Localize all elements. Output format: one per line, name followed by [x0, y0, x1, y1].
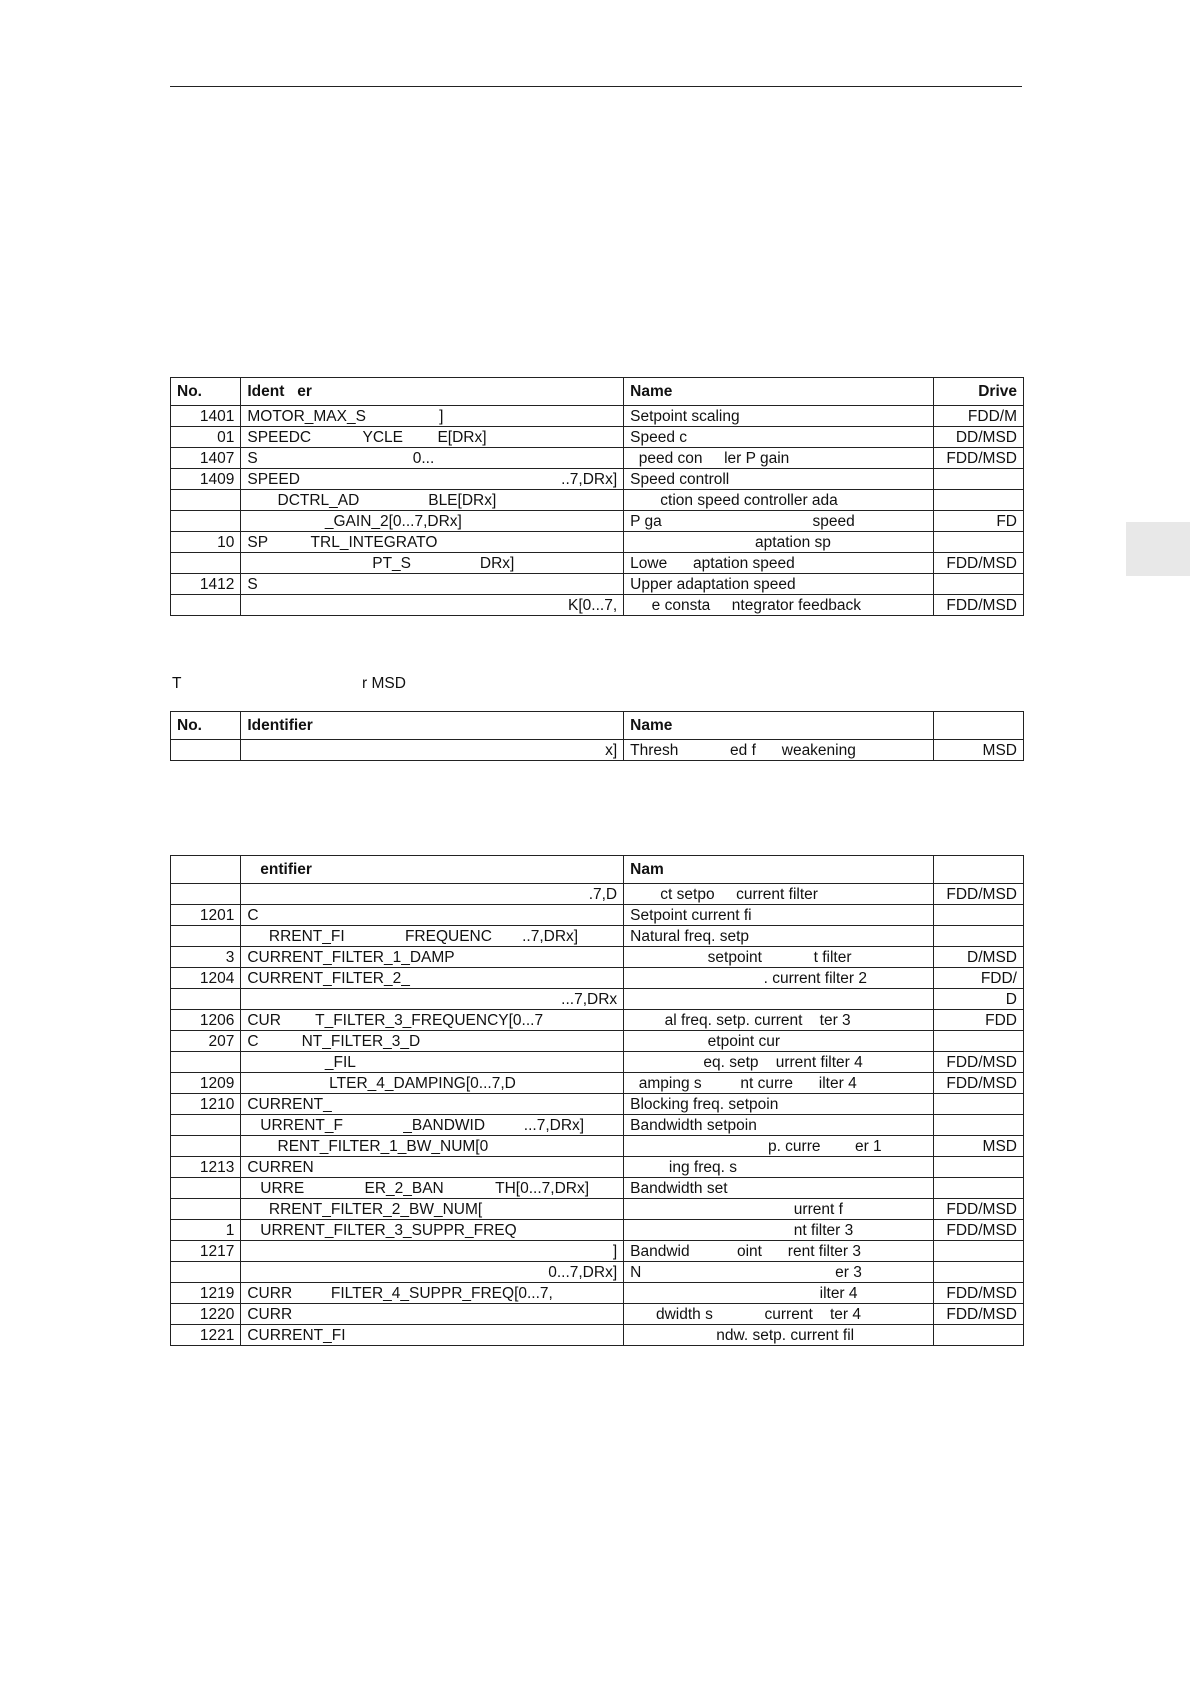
table-row	[171, 448, 1024, 469]
table-row	[171, 1325, 1024, 1346]
cell-no	[171, 595, 241, 616]
cell-no	[171, 1199, 241, 1220]
cell-no: 207	[171, 1031, 241, 1052]
table-row	[171, 469, 1024, 490]
cell-drive: DD/MSD	[934, 427, 1024, 448]
identifier-suffix: ..7,DRx]	[561, 470, 618, 488]
cell-name: Bandwidth setpoin	[624, 1115, 934, 1136]
cell-no: 1219	[171, 1283, 241, 1304]
cell-identifier: RENT_FILTER_1_BW_NUM[0	[241, 1136, 624, 1157]
cell-drive	[934, 1094, 1024, 1115]
table-row	[171, 553, 1024, 574]
cell-identifier: C	[241, 905, 624, 926]
cell-name: Speed c	[624, 427, 934, 448]
cell-drive	[934, 574, 1024, 595]
table-row	[171, 1241, 1024, 1262]
cell-name: e consta ntegrator feedback	[624, 595, 934, 616]
col-name: Name	[624, 712, 934, 740]
chapter-tab-marker	[1126, 522, 1190, 576]
cell-identifier	[241, 595, 624, 616]
cell-drive	[934, 926, 1024, 947]
cell-drive: FDD/MSD	[934, 884, 1024, 905]
cell-name: Setpoint current fi	[624, 905, 934, 926]
table-row	[171, 1094, 1024, 1115]
table-row	[171, 1178, 1024, 1199]
cell-name: Thresh ed f weakening	[624, 740, 934, 761]
col-identifier: Identifier	[241, 712, 624, 740]
cell-drive	[934, 1115, 1024, 1136]
cell-no: 1201	[171, 905, 241, 926]
cell-no: 10	[171, 532, 241, 553]
table-row	[171, 1052, 1024, 1073]
cell-no: 1	[171, 1220, 241, 1241]
cell-no: 1407	[171, 448, 241, 469]
cell-name: aptation sp	[624, 532, 934, 553]
cell-drive: FDD/MSD	[934, 595, 1024, 616]
table-row	[171, 1136, 1024, 1157]
cell-no	[171, 926, 241, 947]
table-header-row	[171, 856, 1024, 884]
cell-identifier: CURRENT_FILTER_2_	[241, 968, 624, 989]
cell-identifier: ]	[241, 1241, 624, 1262]
cell-name: eq. setp urrent filter 4	[624, 1052, 934, 1073]
cell-identifier: RRENT_FI FREQUENC ..7,DRx]	[241, 926, 624, 947]
col-identifier: entifier	[241, 856, 624, 884]
cell-name: Lowe aptation speed	[624, 553, 934, 574]
table-caption: T r MSD	[172, 675, 406, 692]
cell-no: 1206	[171, 1010, 241, 1031]
cell-identifier: PT_S DRx]	[241, 553, 624, 574]
cell-name: nt filter 3	[624, 1220, 934, 1241]
col-name: Nam	[624, 856, 934, 884]
cell-identifier: S	[241, 574, 624, 595]
col-identifier: Ident er	[241, 378, 624, 406]
cell-identifier: CURRENT_	[241, 1094, 624, 1115]
col-name: Name	[624, 378, 934, 406]
cell-identifier: CUR T_FILTER_3_FREQUENCY[0...7	[241, 1010, 624, 1031]
cell-no: 1220	[171, 1304, 241, 1325]
cell-name: . current filter 2	[624, 968, 934, 989]
cell-identifier: MOTOR_MAX_S ]	[241, 406, 624, 427]
cell-no: 1213	[171, 1157, 241, 1178]
table-row	[171, 740, 1024, 761]
table-row	[171, 968, 1024, 989]
cell-no: 1210	[171, 1094, 241, 1115]
cell-no: 1221	[171, 1325, 241, 1346]
cell-drive	[934, 1241, 1024, 1262]
col-drive: Drive	[934, 378, 1024, 406]
cell-name: ction speed controller ada	[624, 490, 934, 511]
table-row	[171, 427, 1024, 448]
cell-identifier: LTER_4_DAMPING[0...7,D	[241, 1073, 624, 1094]
table-header-row	[171, 712, 1024, 740]
table-row	[171, 1073, 1024, 1094]
cell-drive: MSD	[934, 740, 1024, 761]
col-drive	[934, 856, 1024, 884]
cell-drive	[934, 532, 1024, 553]
cell-name: Upper adaptation speed	[624, 574, 934, 595]
cell-name: ct setpo current filter	[624, 884, 934, 905]
cell-drive: FDD/MSD	[934, 1052, 1024, 1073]
cell-name: amping s nt curre ilter 4	[624, 1073, 934, 1094]
cell-identifier: CURREN	[241, 1157, 624, 1178]
cell-identifier: ...7,DRx	[241, 989, 624, 1010]
cell-name: ndw. setp. current fil	[624, 1325, 934, 1346]
cell-name: Setpoint scaling	[624, 406, 934, 427]
cell-no	[171, 989, 241, 1010]
cell-no: 01	[171, 427, 241, 448]
cell-no	[171, 511, 241, 532]
cell-drive: FDD/MSD	[934, 1199, 1024, 1220]
cell-name	[624, 989, 934, 1010]
cell-drive	[934, 1262, 1024, 1283]
cell-no	[171, 1262, 241, 1283]
table-row	[171, 1220, 1024, 1241]
col-drive	[934, 712, 1024, 740]
cell-identifier: CURR	[241, 1304, 624, 1325]
cell-drive: D/MSD	[934, 947, 1024, 968]
cell-identifier: RRENT_FILTER_2_BW_NUM[	[241, 1199, 624, 1220]
cell-identifier: 0...7,DRx]	[241, 1262, 624, 1283]
cell-no	[171, 1136, 241, 1157]
cell-name: Natural freq. setp	[624, 926, 934, 947]
cell-drive: FDD/MSD	[934, 1220, 1024, 1241]
cell-drive	[934, 1325, 1024, 1346]
cell-no: 3	[171, 947, 241, 968]
cell-identifier: CURRENT_FILTER_1_DAMP	[241, 947, 624, 968]
cell-drive	[934, 905, 1024, 926]
cell-identifier: URRENT_F _BANDWID ...7,DRx]	[241, 1115, 624, 1136]
cell-name: urrent f	[624, 1199, 934, 1220]
table-row	[171, 511, 1024, 532]
cell-identifier: C NT_FILTER_3_D	[241, 1031, 624, 1052]
cell-drive	[934, 490, 1024, 511]
table-row	[171, 989, 1024, 1010]
table-row	[171, 1115, 1024, 1136]
parameter-table-1	[170, 377, 1024, 616]
table-row	[171, 1031, 1024, 1052]
cell-drive: FDD/MSD	[934, 448, 1024, 469]
header-rule	[170, 86, 1022, 87]
cell-identifier: SP TRL_INTEGRATO	[241, 532, 624, 553]
cell-name: p. curre er 1	[624, 1136, 934, 1157]
cell-drive: FDD/MSD	[934, 553, 1024, 574]
cell-no	[171, 1178, 241, 1199]
cell-name: peed con ler P gain	[624, 448, 934, 469]
table-row	[171, 884, 1024, 905]
col-no: No.	[171, 712, 241, 740]
cell-identifier	[241, 469, 624, 490]
cell-name: Bandwidth set	[624, 1178, 934, 1199]
cell-drive	[934, 1178, 1024, 1199]
table-row	[171, 574, 1024, 595]
cell-drive	[934, 1031, 1024, 1052]
cell-no	[171, 1115, 241, 1136]
cell-no	[171, 884, 241, 905]
cell-drive: FDD/MSD	[934, 1283, 1024, 1304]
table-row	[171, 595, 1024, 616]
table-row	[171, 532, 1024, 553]
table-row	[171, 1283, 1024, 1304]
cell-name: Bandwid oint rent filter 3	[624, 1241, 934, 1262]
cell-name: Speed controll	[624, 469, 934, 490]
cell-identifier: SPEEDC YCLE E[DRx]	[241, 427, 624, 448]
cell-identifier: CURR FILTER_4_SUPPR_FREQ[0...7,	[241, 1283, 624, 1304]
table-row	[171, 926, 1024, 947]
cell-no: 1409	[171, 469, 241, 490]
cell-no: 1217	[171, 1241, 241, 1262]
cell-no	[171, 1052, 241, 1073]
cell-no	[171, 490, 241, 511]
table-row	[171, 947, 1024, 968]
cell-identifier: CURRENT_FI	[241, 1325, 624, 1346]
table-row	[171, 1010, 1024, 1031]
table-row	[171, 1157, 1024, 1178]
cell-drive: FDD/M	[934, 406, 1024, 427]
cell-drive	[934, 469, 1024, 490]
table-row	[171, 1262, 1024, 1283]
cell-name: P ga speed	[624, 511, 934, 532]
table-row	[171, 1199, 1024, 1220]
cell-name: N er 3	[624, 1262, 934, 1283]
cell-drive: FDD/	[934, 968, 1024, 989]
identifier-suffix: K[0...7,	[568, 596, 618, 614]
cell-no: 1412	[171, 574, 241, 595]
cell-no: 1209	[171, 1073, 241, 1094]
cell-name: dwidth s current ter 4	[624, 1304, 934, 1325]
cell-drive: FDD	[934, 1010, 1024, 1031]
cell-identifier: URRE ER_2_BAN TH[0...7,DRx]	[241, 1178, 624, 1199]
table-header-row	[171, 378, 1024, 406]
cell-identifier: .7,D	[241, 884, 624, 905]
table-row	[171, 406, 1024, 427]
cell-drive: MSD	[934, 1136, 1024, 1157]
cell-no: 1401	[171, 406, 241, 427]
cell-identifier: x]	[241, 740, 624, 761]
cell-name: setpoint t filter	[624, 947, 934, 968]
cell-name: al freq. setp. current ter 3	[624, 1010, 934, 1031]
identifier-text: SPEED	[247, 470, 300, 488]
table-row	[171, 490, 1024, 511]
cell-name: Blocking freq. setpoin	[624, 1094, 934, 1115]
cell-identifier: _FIL	[241, 1052, 624, 1073]
cell-name: ing freq. s	[624, 1157, 934, 1178]
cell-drive: FD	[934, 511, 1024, 532]
cell-no	[171, 740, 241, 761]
cell-no	[171, 553, 241, 574]
cell-drive: FDD/MSD	[934, 1073, 1024, 1094]
cell-drive	[934, 1157, 1024, 1178]
cell-identifier: DCTRL_AD BLE[DRx]	[241, 490, 624, 511]
cell-no: 1204	[171, 968, 241, 989]
parameter-table-2	[170, 711, 1024, 761]
parameter-table-3	[170, 855, 1024, 1346]
table-row	[171, 905, 1024, 926]
cell-identifier: S 0...	[241, 448, 624, 469]
cell-name: ilter 4	[624, 1283, 934, 1304]
table-row	[171, 1304, 1024, 1325]
cell-name: etpoint cur	[624, 1031, 934, 1052]
cell-identifier: _GAIN_2[0...7,DRx]	[241, 511, 624, 532]
cell-drive: FDD/MSD	[934, 1304, 1024, 1325]
cell-identifier: URRENT_FILTER_3_SUPPR_FREQ	[241, 1220, 624, 1241]
col-no: No.	[171, 378, 241, 406]
col-no	[171, 856, 241, 884]
cell-drive: D	[934, 989, 1024, 1010]
